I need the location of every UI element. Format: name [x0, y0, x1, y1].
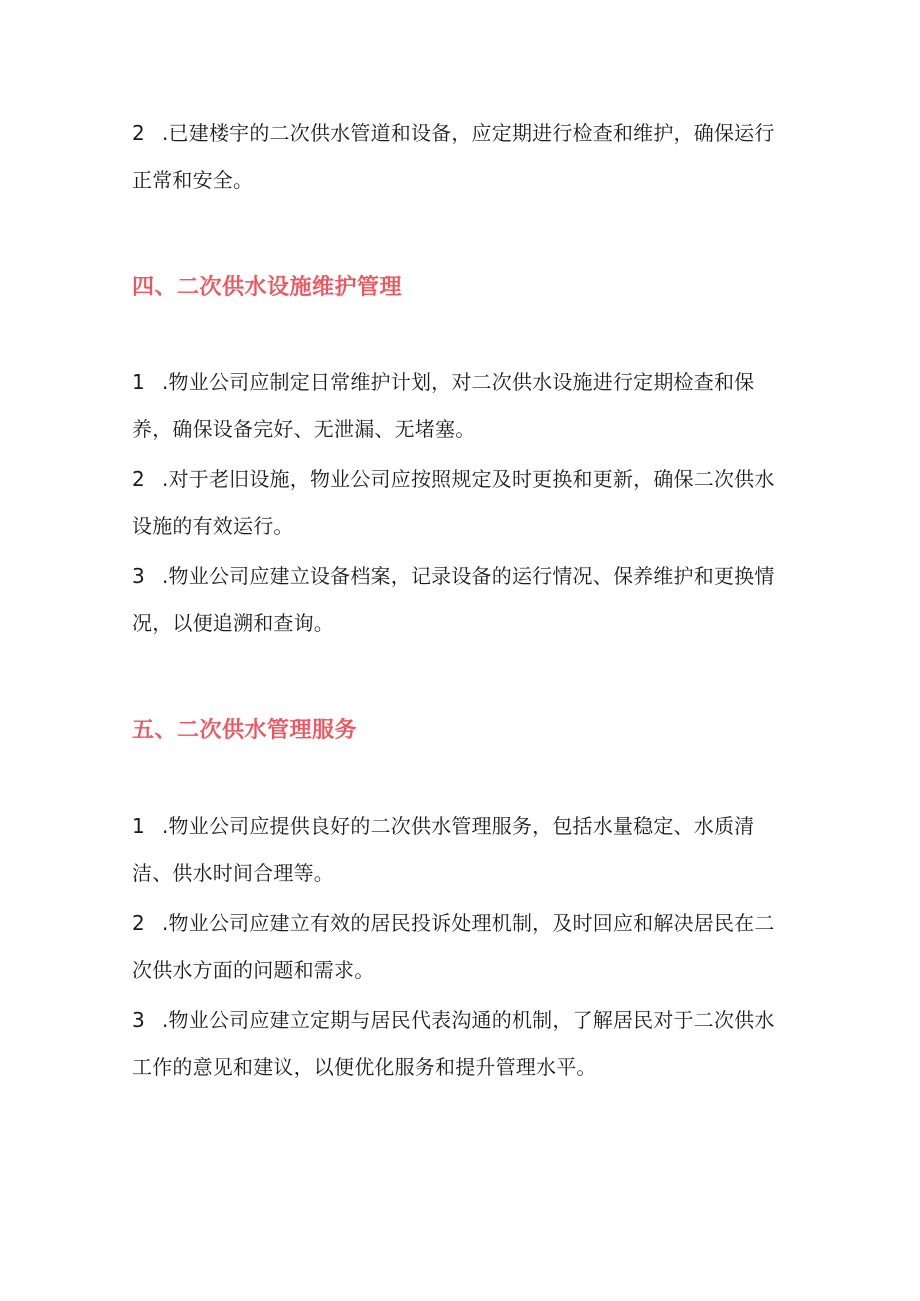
item-number: 2 — [132, 121, 145, 145]
section-5-item-1 — [132, 803, 792, 897]
item-text: .对于老旧设施，物业公司应按照规定及时更换和更新，确保二次供水设施的有效运行。 — [132, 467, 775, 538]
section-4-heading: 四、二次供水设施维护管理 — [132, 275, 403, 300]
item-text: .已建楼宇的二次供水管道和设备，应定期进行检查和维护，确保运行正常和安全。 — [132, 121, 775, 192]
section-5-heading: 五、二次供水管理服务 — [132, 718, 358, 743]
section-5-item-2 — [132, 900, 792, 994]
section-4-item-3 — [132, 553, 792, 647]
item-number: 3 — [132, 564, 145, 588]
item-number: 2 — [132, 467, 145, 491]
item-number: 2 — [132, 911, 145, 935]
item-number: 3 — [132, 1008, 145, 1032]
paragraph-intro-item-2 — [132, 110, 792, 204]
item-text: .物业公司应提供良好的二次供水管理服务，包括水量稳定、水质清洁、供水时间合理等。 — [132, 814, 755, 885]
item-number: 1 — [132, 370, 145, 394]
item-text: .物业公司应制定日常维护计划，对二次供水设施进行定期检查和保养，确保设备完好、无泄漏、无堵塞。 — [132, 370, 755, 441]
item-number: 1 — [132, 814, 145, 838]
section-4-item-2 — [132, 456, 792, 550]
item-text: .物业公司应建立定期与居民代表沟通的机制，了解居民对于二次供水工作的意见和建议，以便优化服务和提升管理水平。 — [132, 1008, 775, 1079]
section-4-item-1 — [132, 359, 792, 453]
section-5-item-3 — [132, 997, 792, 1091]
item-text: .物业公司应建立设备档案，记录设备的运行情况、保养维护和更换情况，以便追溯和查询。 — [132, 564, 775, 635]
item-text: .物业公司应建立有效的居民投诉处理机制，及时回应和解决居民在二次供水方面的问题和需求。 — [132, 911, 775, 982]
